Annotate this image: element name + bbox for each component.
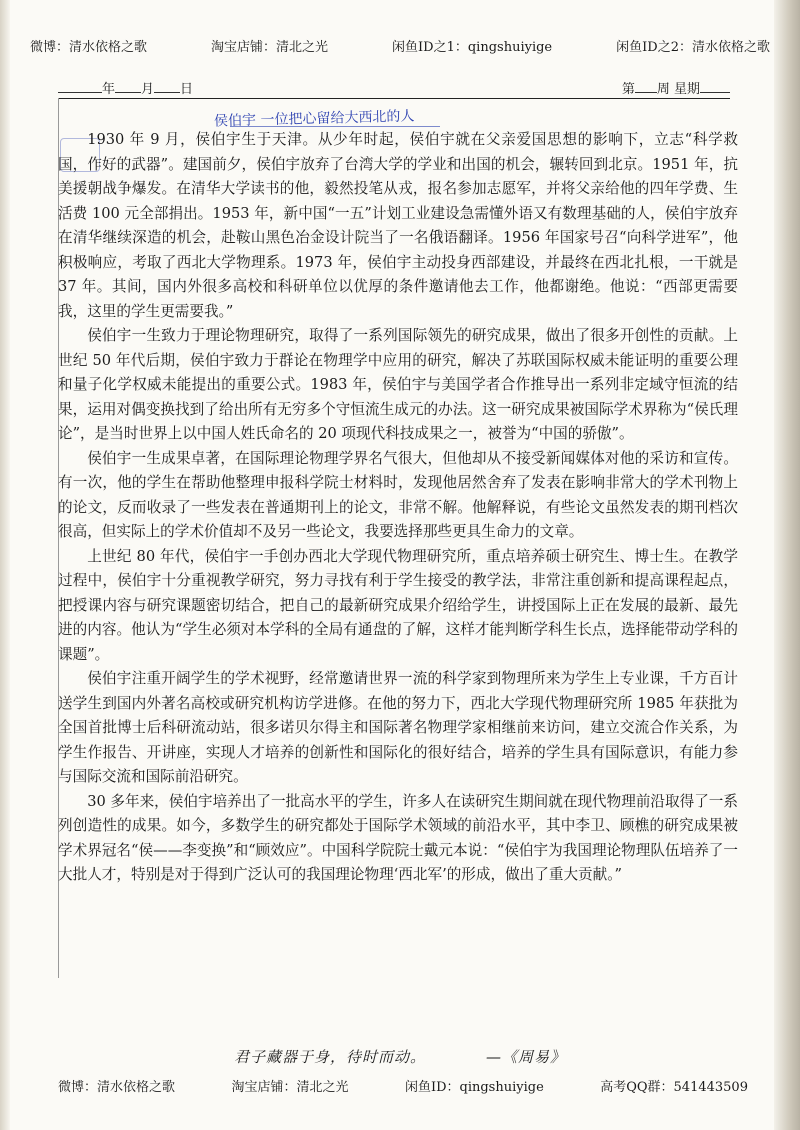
article-paragraph-6: 30 多年来，侯伯宇培养出了一批高水平的学生，许多人在读研究生期间就在现代物理前沿取得了一系列创造性的成果。如今，多数学生的研究都处于国际学术领域的前沿水平，其中李卫、顾樵的研究成果被学术界冠名“侯——李变换”和“顾效应”。中国科学院院士戴元本说：“侯伯宇为我国理论物理队伍培养了一大批人才，特别是对于得到广泛认可的我国理论物理‘西北军’的形成，做出了重大贡献。” — [58, 792, 738, 883]
paper-edge-left — [0, 0, 10, 1130]
article-body — [58, 128, 738, 888]
month-blank — [115, 80, 141, 93]
footer-xianyu: 闲鱼ID：qingshuiyige — [404, 1080, 544, 1095]
year-blank — [58, 80, 102, 93]
article-paragraph-5: 侯伯宇注重开阔学生的学术视野，经常邀请世界一流的科学家到物理所来为学生上专业课，千方百计送学生到国内外著名高校或研究机构访学进修。在他的努力下，西北大学现代物理研究所 1985 年获批为全国首批博士后科研流动站，很多诺贝尔得主和国际著名物理学家相继前来访问，建立交流合作关系，为学生作报告、开讲座，实现人才培养的创新性和国际化的很好结合，培养的学生具有国际意识，有能力参与国际交流和国际前沿研究。 — [58, 670, 738, 785]
footer-proverb — [0, 1046, 800, 1067]
article-paragraph-3: 侯伯宇一生成果卓著，在国际理论物理学界名气很大，但他却从不接受新闻媒体对他的采访和宣传。有一次，他的学生在帮助他整理申报科学院士材料时，发现他居然舍弃了发表在影响非常大的学术刊物上的论文，反而收录了一些发表在普通期刊上的论文，非常不解。他解释说，有些论文虽然发表的期刊档次很高，但实际上的学术价值却不及另一些论文，我要选择那些更具生命力的文章。 — [58, 449, 738, 540]
article-paragraph-4: 上世纪 80 年代，侯伯宇一手创办西北大学现代物理研究所，重点培养硕士研究生、博士生。在教学过程中，侯伯宇十分重视教学研究，努力寻找有利于学生接受的教学法，非常注重创新和提高课程起点，把授课内容与研究课题密切结合，把自己的最新研究成果介绍给学生，讲授国际上正在发展的最新、最先进的内容。他认为“学生必须对本学科的全局有通盘的了解，这样才能判断学科生长点，选择能带动学科的课题”。 — [58, 547, 738, 663]
handwritten-underline — [230, 126, 440, 127]
day-label: 日 — [180, 82, 194, 97]
date-line — [58, 78, 730, 97]
header-xianyu-2: 闲鱼ID之2：清水依格之歌 — [616, 40, 770, 55]
header-weibo: 微博：清水依格之歌 — [30, 40, 148, 55]
proverb-source: —《周易》 — [486, 1048, 567, 1066]
week-prefix: 第 — [621, 82, 635, 97]
paper-edge-right — [774, 0, 800, 1130]
article-paragraph-1: 1930 年 9 月，侯伯宇生于天津。从少年时起，侯伯宇就在父亲爱国思想的影响下，立志“科学救国，作好的武器”。建国前夕，侯伯宇放弃了台湾大学的学业和出国的机会，辗转回到北京。1951 年，抗美援朝战争爆发。在清华大学读书的他，毅然投笔从戎，报名参加志愿军，并将父亲给他的四年学费、生活费 100 元全部捐出。1953 年，新中国“一五”计划工业建设急需懂外语又有数理基础的人，侯伯宇放弃在清华继续深造的机会，赴鞍山黑色冶金设计院当了一名俄语翻译。1956 年国家号召“向科学进军”，他积极响应，考取了西北大学物理系。1973 年，侯伯宇主动投身西部建设，并最终在西北扎根，一干就是 37 年。其间，国内外很多高校和科研单位以优厚的条件邀请他去工作，他都谢绝。他说：“西部更需要我，这里的学生更需要我。” — [58, 131, 738, 320]
month-label: 月 — [141, 82, 155, 97]
day-blank — [154, 80, 180, 93]
weekday-blank — [700, 80, 730, 93]
header-contact-bar — [30, 36, 770, 55]
handwritten-note: 侯伯宇 一位把心留给大西北的人 — [213, 108, 415, 130]
header-taobao: 淘宝店铺：清北之光 — [211, 40, 329, 55]
proverb-text: 君子藏器于身，待时而动。 — [233, 1048, 426, 1066]
date-fields — [58, 78, 193, 97]
week-fields — [622, 78, 730, 97]
article-paragraph-2: 侯伯宇一生致力于理论物理研究，取得了一系列国际领先的研究成果，做出了很多开创性的贡献。上世纪 50 年代后期，侯伯宇致力于群论在物理学中应用的研究，解决了苏联国际权威未能证明的重要公理和量子化学权威未能提出的重要公式。1983 年，侯伯宇与美国学者合作推导出一系列非定域守恒流的结果，运用对偶变换找到了给出所有无穷多个守恒流生成元的办法。这一研究成果被国际学术界称为“侯氏理论”，是当时世界上以中国人姓氏命名的 20 项现代科技成果之一，被誉为“中国的骄傲”。 — [58, 327, 738, 442]
footer-taobao: 淘宝店铺：清北之光 — [231, 1080, 349, 1095]
header-rule — [58, 98, 730, 99]
week-label: 周 — [656, 82, 670, 97]
weekday-label: 星期 — [673, 82, 700, 97]
footer-qq-group: 高考QQ群：541443509 — [600, 1080, 748, 1095]
year-label: 年 — [102, 82, 116, 97]
footer-weibo: 微博：清水依格之歌 — [58, 1080, 176, 1095]
week-blank — [635, 80, 657, 93]
header-xianyu-1: 闲鱼ID之1：qingshuiyige — [392, 40, 553, 55]
footer-contact-bar — [58, 1076, 748, 1095]
